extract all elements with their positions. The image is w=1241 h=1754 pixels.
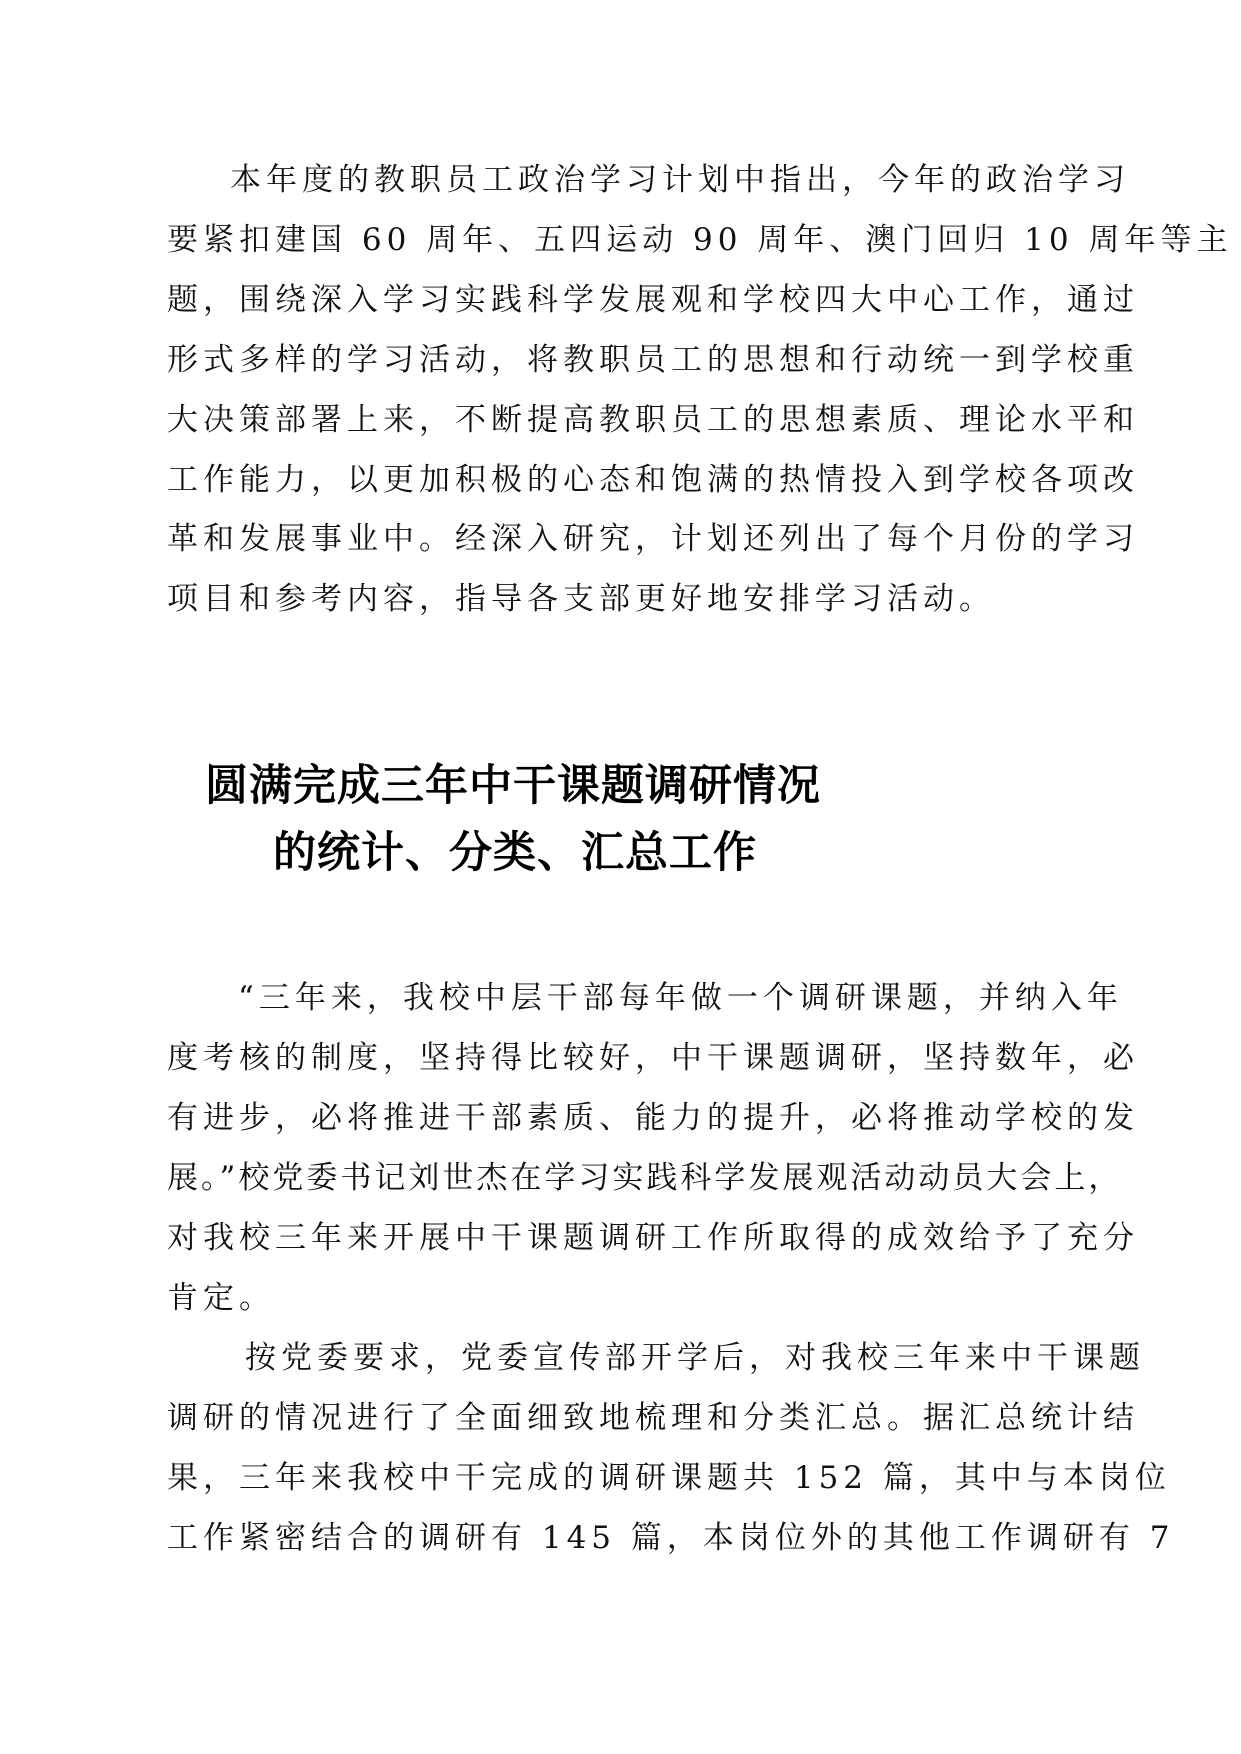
paragraph-line: 形式多样的学习活动，将教职员工的思想和行动统一到学校重 (167, 342, 1139, 378)
paragraph-line: 果，三年来我校中干完成的调研课题共 152 篇，其中与本岗位 (167, 1460, 1171, 1496)
paragraph-line: 度考核的制度，坚持得比较好，中干课题调研，坚持数年，必 (167, 1040, 1139, 1076)
paragraph-line: “三年来，我校中层干部每年做一个调研课题，并纳入年 (238, 980, 1123, 1016)
section-title-line-1: 圆满完成三年中干课题调研情况 (205, 761, 821, 811)
paragraph-line: 项目和参考内容，指导各支部更好地安排学习活动。 (167, 581, 995, 617)
paragraph-line: 本年度的教职员工政治学习计划中指出，今年的政治学习 (230, 162, 1130, 198)
paragraph-line: 工作紧密结合的调研有 145 篇，本岗位外的其他工作调研有 7 (167, 1520, 1175, 1556)
paragraph-line: 调研的情况进行了全面细致地梳理和分类汇总。据汇总统计结 (167, 1400, 1139, 1436)
section-title-line-2: 的统计、分类、汇总工作 (273, 828, 757, 878)
paragraph-line: 要紧扣建国 60 周年、五四运动 90 周年、澳门回归 10 周年等主 (167, 222, 1233, 258)
paragraph-line: 大决策部署上来，不断提高教职员工的思想素质、理论水平和 (167, 402, 1139, 438)
paragraph-line: 有进步，必将推进干部素质、能力的提升，必将推动学校的发 (167, 1100, 1139, 1136)
paragraph-line: 展。”校党委书记刘世杰在学习实践科学发展观活动动员大会上， (167, 1160, 1123, 1196)
paragraph-line: 肯定。 (167, 1280, 275, 1316)
paragraph-line: 革和发展事业中。经深入研究，计划还列出了每个月份的学习 (167, 521, 1139, 557)
paragraph-line: 按党委要求，党委宣传部开学后，对我校三年来中干课题 (245, 1340, 1145, 1376)
paragraph-line: 对我校三年来开展中干课题调研工作所取得的成效给予了充分 (167, 1220, 1139, 1256)
paragraph-line: 工作能力，以更加积极的心态和饱满的热情投入到学校各项改 (167, 462, 1139, 498)
paragraph-line: 题，围绕深入学习实践科学发展观和学校四大中心工作，通过 (167, 282, 1139, 318)
